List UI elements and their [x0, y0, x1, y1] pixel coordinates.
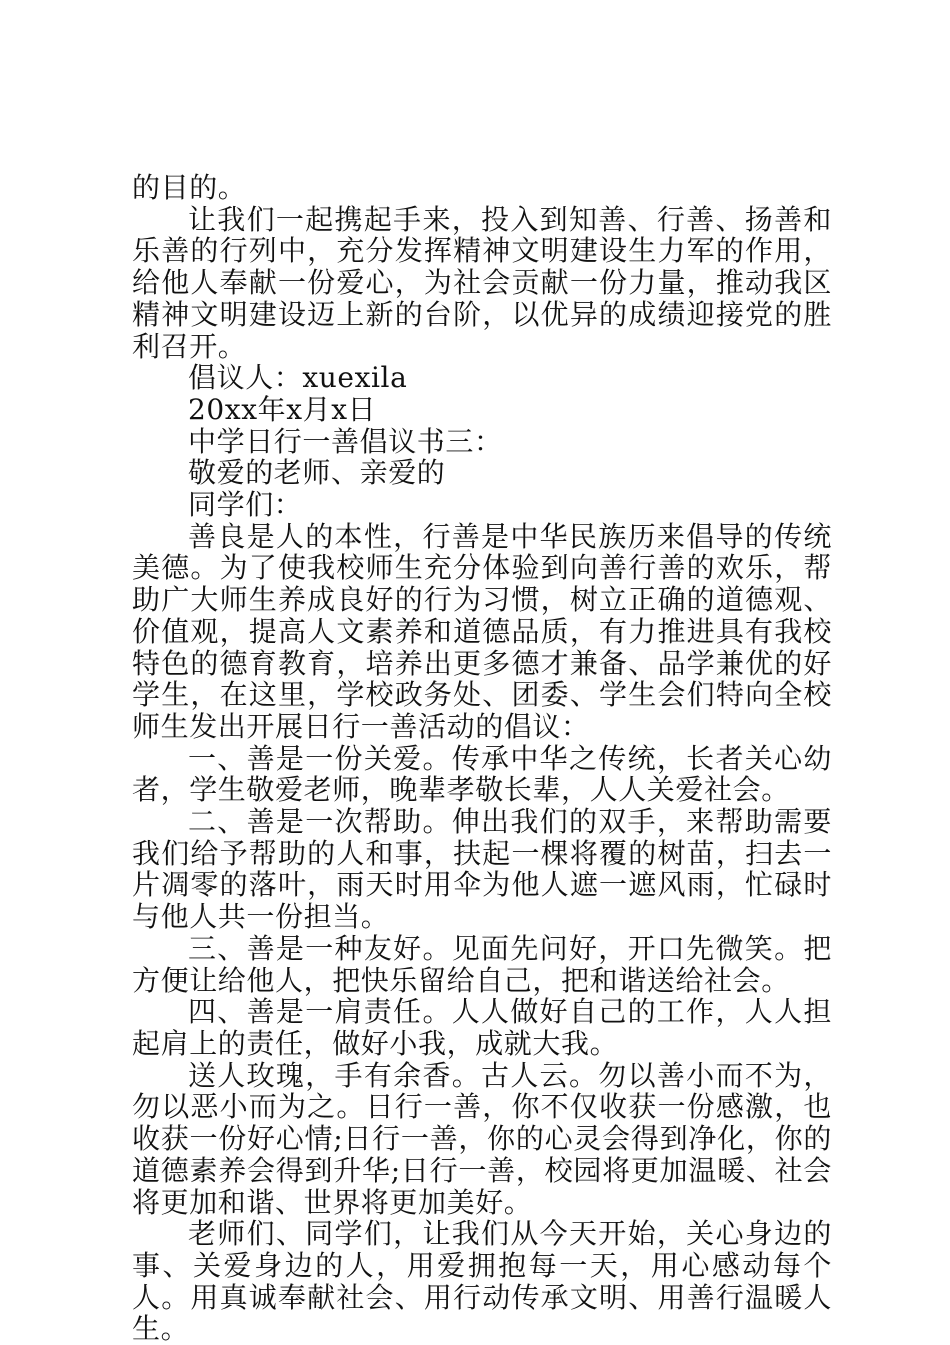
paragraph-point-1: 一、善是一份关爱。传承中华之传统，长者关心幼者，学生敬爱老师，晚辈孝敬长辈，人人关爱社会。 — [132, 741, 832, 807]
paragraph-conclusion: 老师们、同学们，让我们从今天开始，关心身边的事、关爱身边的人，用爱拥抱每一天，用心感动每个人。用真诚奉献社会、用行动传承文明、用善行温暖人生。 — [132, 1217, 832, 1345]
signatory-line: 倡议人：xuexila — [188, 361, 408, 395]
date-line: 20xx年x月x日 — [188, 392, 377, 426]
paragraph-point-4: 四、善是一肩责任。人人做好自己的工作，人人担起肩上的责任，做好小我，成就大我。 — [132, 995, 832, 1060]
paragraph-point-3: 三、善是一种友好。见面先问好，开口先微笑。把方便让给他人，把快乐留给自己，把和谐送给社会。 — [132, 931, 832, 997]
paragraph-point-2: 二、善是一次帮助。伸出我们的双手，来帮助需要我们给予帮助的人和事，扶起一棵将覆的树苗，扫去一片凋零的落叶，雨天时用伞为他人遮一遮风雨，忙碌时与他人共一份担当。 — [132, 805, 832, 934]
salutation-line-1: 敬爱的老师、亲爱的 — [188, 456, 446, 490]
salutation-line-2: 同学们： — [188, 488, 303, 522]
paragraph-intro: 善良是人的本性，行善是中华民族历来倡导的传统美德。为了使我校师生充分体验到向善行善的欢乐，帮助广大师生养成良好的行为习惯，树立正确的道德观、价值观，提高人文素养和道德品质，有力推进具有我校特色的德育教育，培养出更多德才兼备、品学兼优的好学生，在这里，学校政务处、团委、学生会们特向全校师生发出开展日行一善活动的倡议： — [132, 519, 832, 743]
paragraph-closing-appeal: 让我们一起携起手来，投入到知善、行善、扬善和乐善的行列中，充分发挥精神文明建设生力军的作用，给他人奉献一份爱心，为社会贡献一份力量，推动我区精神文明建设迈上新的台阶，以优异的成绩迎接党的胜利召开。 — [132, 202, 832, 363]
section-title: 中学日行一善倡议书三： — [188, 424, 503, 458]
document-body — [132, 172, 832, 1345]
paragraph-continuation: 的目的。 — [132, 171, 247, 204]
paragraph-reflection: 送人玫瑰，手有余香。古人云。勿以善小而不为，勿以恶小而为之。日行一善，你不仅收获一份感激，也收获一份好心情;日行一善，你的心灵会得到净化，你的道德素养会得到升华;日行一善，校园将更加温暖、社会将更加和谐、世界将更加美好。 — [132, 1058, 832, 1219]
